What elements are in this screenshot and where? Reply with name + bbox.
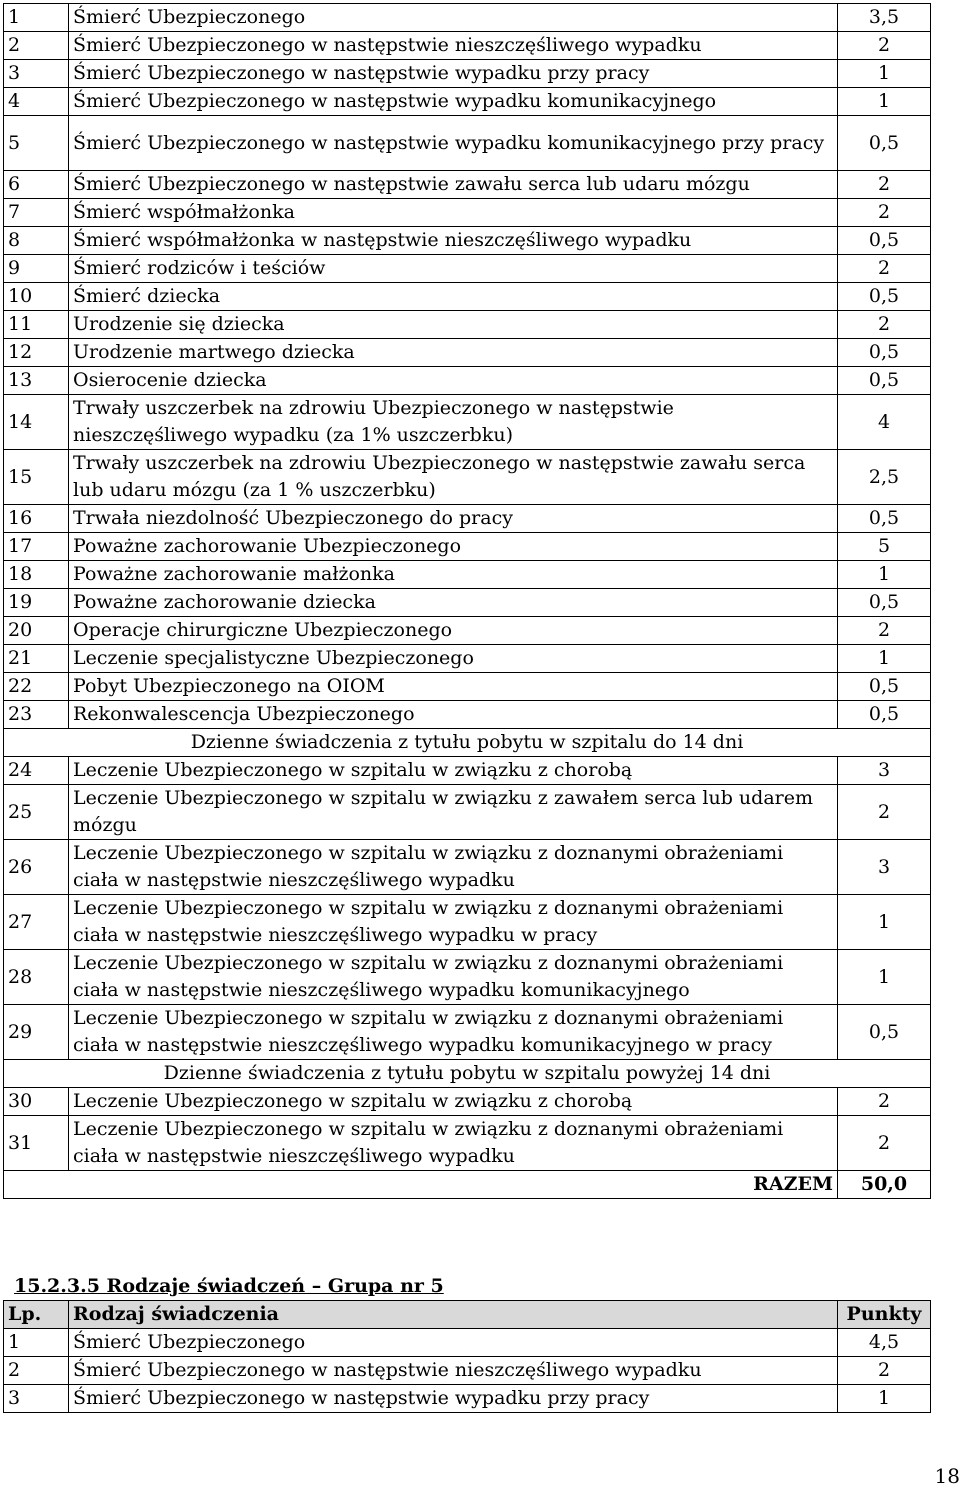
table-row (4, 1329, 931, 1357)
table-row (4, 617, 931, 645)
row-name: Śmierć Ubezpieczonego w następstwie wypadku przy pracy (69, 1385, 838, 1413)
table-row (4, 1116, 931, 1171)
row-name: Leczenie Ubezpieczonego w szpitalu w związku z chorobą (69, 1088, 838, 1116)
row-lp: 24 (4, 757, 69, 785)
table-row (4, 227, 931, 255)
row-name: Śmierć Ubezpieczonego w następstwie wypadku przy pracy (69, 60, 838, 88)
table-row (4, 171, 931, 199)
row-name: Trwała niezdolność Ubezpieczonego do pracy (69, 505, 838, 533)
row-name: Śmierć Ubezpieczonego w następstwie nieszczęśliwego wypadku (69, 32, 838, 60)
row-points: 1 (838, 950, 931, 1005)
row-points: 2 (838, 1357, 931, 1385)
row-points: 0,5 (838, 339, 931, 367)
table-row (4, 116, 931, 171)
row-points: 3 (838, 757, 931, 785)
row-lp: 26 (4, 840, 69, 895)
row-points: 2 (838, 1088, 931, 1116)
section-title: Dzienne świadczenia z tytułu pobytu w szpitalu powyżej 14 dni (4, 1060, 931, 1088)
row-points: 3,5 (838, 4, 931, 32)
row-lp: 2 (4, 32, 69, 60)
row-name: Śmierć Ubezpieczonego w następstwie nieszczęśliwego wypadku (69, 1357, 838, 1385)
table-row (4, 32, 931, 60)
table-row (4, 561, 931, 589)
row-lp: 21 (4, 645, 69, 673)
row-points: 0,5 (838, 589, 931, 617)
table-row (4, 450, 931, 505)
row-points: 2 (838, 32, 931, 60)
table-row (4, 757, 931, 785)
section-heading: 15.2.3.5 Rodzaje świadczeń – Grupa nr 5 (14, 1275, 444, 1297)
row-points: 1 (838, 561, 931, 589)
row-points: 4 (838, 395, 931, 450)
row-lp: 1 (4, 4, 69, 32)
benefits-table (3, 3, 931, 1199)
row-name: Leczenie Ubezpieczonego w szpitalu w związku z doznanymi obrażeniami ciała w następstwie nieszczęśliwego wypadku (69, 1116, 838, 1171)
table-row (4, 88, 931, 116)
row-lp: 2 (4, 1357, 69, 1385)
header-points: Punkty (838, 1301, 931, 1329)
table-row (4, 589, 931, 617)
row-lp: 27 (4, 895, 69, 950)
row-points: 2,5 (838, 450, 931, 505)
row-lp: 14 (4, 395, 69, 450)
total-value: 50,0 (838, 1171, 931, 1199)
row-name: Śmierć rodziców i teściów (69, 255, 838, 283)
row-points: 0,5 (838, 227, 931, 255)
row-lp: 10 (4, 283, 69, 311)
row-lp: 7 (4, 199, 69, 227)
row-lp: 4 (4, 88, 69, 116)
row-name: Leczenie specjalistyczne Ubezpieczonego (69, 645, 838, 673)
group5-benefits-table (3, 1300, 931, 1413)
row-lp: 30 (4, 1088, 69, 1116)
table-row (4, 339, 931, 367)
table-row (4, 701, 931, 729)
row-lp: 19 (4, 589, 69, 617)
row-name: Urodzenie się dziecka (69, 311, 838, 339)
table-row (4, 533, 931, 561)
row-name: Urodzenie martwego dziecka (69, 339, 838, 367)
row-name: Operacje chirurgiczne Ubezpieczonego (69, 617, 838, 645)
table-row (4, 1385, 931, 1413)
row-points: 0,5 (838, 701, 931, 729)
row-points: 3 (838, 840, 931, 895)
row-name: Śmierć Ubezpieczonego w następstwie zawału serca lub udaru mózgu (69, 171, 838, 199)
table-row (4, 255, 931, 283)
row-lp: 18 (4, 561, 69, 589)
row-name: Trwały uszczerbek na zdrowiu Ubezpieczonego w następstwie zawału serca lub udaru mózgu (za 1 % uszczerbku) (69, 450, 838, 505)
row-points: 1 (838, 895, 931, 950)
row-points: 1 (838, 645, 931, 673)
row-name: Śmierć Ubezpieczonego w następstwie wypadku komunikacyjnego przy pracy (69, 116, 838, 171)
row-name: Leczenie Ubezpieczonego w szpitalu w związku z doznanymi obrażeniami ciała w następstwie nieszczęśliwego wypadku w pracy (69, 895, 838, 950)
row-lp: 20 (4, 617, 69, 645)
row-lp: 11 (4, 311, 69, 339)
row-lp: 15 (4, 450, 69, 505)
table-row (4, 1005, 931, 1060)
row-lp: 1 (4, 1329, 69, 1357)
row-points: 2 (838, 785, 931, 840)
table-row (4, 367, 931, 395)
table-row (4, 895, 931, 950)
table-row (4, 395, 931, 450)
row-name: Leczenie Ubezpieczonego w szpitalu w związku z doznanymi obrażeniami ciała w następstwie nieszczęśliwego wypadku komunikacyjnego w pracy (69, 1005, 838, 1060)
row-lp: 13 (4, 367, 69, 395)
table-row (4, 1357, 931, 1385)
row-points: 2 (838, 171, 931, 199)
row-lp: 6 (4, 171, 69, 199)
row-lp: 28 (4, 950, 69, 1005)
row-name: Leczenie Ubezpieczonego w szpitalu w związku z chorobą (69, 757, 838, 785)
row-lp: 9 (4, 255, 69, 283)
row-lp: 29 (4, 1005, 69, 1060)
row-points: 1 (838, 88, 931, 116)
table-row (4, 505, 931, 533)
row-points: 5 (838, 533, 931, 561)
row-name: Pobyt Ubezpieczonego na OIOM (69, 673, 838, 701)
table-row (4, 840, 931, 895)
row-name: Rekonwalescencja Ubezpieczonego (69, 701, 838, 729)
table-row (4, 785, 931, 840)
row-points: 0,5 (838, 283, 931, 311)
row-points: 0,5 (838, 367, 931, 395)
table-row (4, 311, 931, 339)
table-row (4, 4, 931, 32)
total-row (4, 1171, 931, 1199)
row-lp: 3 (4, 60, 69, 88)
row-points: 0,5 (838, 116, 931, 171)
table-row (4, 283, 931, 311)
table-row (4, 645, 931, 673)
row-name: Leczenie Ubezpieczonego w szpitalu w związku z doznanymi obrażeniami ciała w następstwie nieszczęśliwego wypadku (69, 840, 838, 895)
section-title: Dzienne świadczenia z tytułu pobytu w szpitalu do 14 dni (4, 729, 931, 757)
row-name: Poważne zachorowanie Ubezpieczonego (69, 533, 838, 561)
row-points: 0,5 (838, 1005, 931, 1060)
row-name: Poważne zachorowanie dziecka (69, 589, 838, 617)
section-row (4, 1060, 931, 1088)
row-points: 4,5 (838, 1329, 931, 1357)
row-points: 2 (838, 199, 931, 227)
row-lp: 22 (4, 673, 69, 701)
row-name: Śmierć Ubezpieczonego (69, 1329, 838, 1357)
row-points: 0,5 (838, 673, 931, 701)
row-lp: 12 (4, 339, 69, 367)
row-name: Poważne zachorowanie małżonka (69, 561, 838, 589)
row-lp: 25 (4, 785, 69, 840)
row-lp: 16 (4, 505, 69, 533)
header-lp: Lp. (4, 1301, 69, 1329)
row-points: 2 (838, 311, 931, 339)
table-row (4, 1088, 931, 1116)
row-name: Osierocenie dziecka (69, 367, 838, 395)
table-row (4, 199, 931, 227)
table-row (4, 60, 931, 88)
row-name: Śmierć dziecka (69, 283, 838, 311)
section-row (4, 729, 931, 757)
row-name: Śmierć Ubezpieczonego (69, 4, 838, 32)
table-row (4, 673, 931, 701)
row-lp: 3 (4, 1385, 69, 1413)
row-points: 1 (838, 1385, 931, 1413)
row-name: Śmierć współmałżonka (69, 199, 838, 227)
total-label: RAZEM (4, 1171, 838, 1199)
table-header-row (4, 1301, 931, 1329)
row-points: 0,5 (838, 505, 931, 533)
row-lp: 5 (4, 116, 69, 171)
row-lp: 8 (4, 227, 69, 255)
row-name: Śmierć współmałżonka w następstwie nieszczęśliwego wypadku (69, 227, 838, 255)
table-row (4, 950, 931, 1005)
row-name: Trwały uszczerbek na zdrowiu Ubezpieczonego w następstwie nieszczęśliwego wypadku (za 1% uszczerbku) (69, 395, 838, 450)
row-lp: 23 (4, 701, 69, 729)
row-points: 2 (838, 1116, 931, 1171)
header-name: Rodzaj świadczenia (69, 1301, 838, 1329)
row-points: 1 (838, 60, 931, 88)
row-lp: 17 (4, 533, 69, 561)
row-points: 2 (838, 255, 931, 283)
page-number: 18 (934, 1464, 960, 1488)
row-lp: 31 (4, 1116, 69, 1171)
row-points: 2 (838, 617, 931, 645)
row-name: Śmierć Ubezpieczonego w następstwie wypadku komunikacyjnego (69, 88, 838, 116)
row-name: Leczenie Ubezpieczonego w szpitalu w związku z zawałem serca lub udarem mózgu (69, 785, 838, 840)
row-name: Leczenie Ubezpieczonego w szpitalu w związku z doznanymi obrażeniami ciała w następstwie nieszczęśliwego wypadku komunikacyjnego (69, 950, 838, 1005)
